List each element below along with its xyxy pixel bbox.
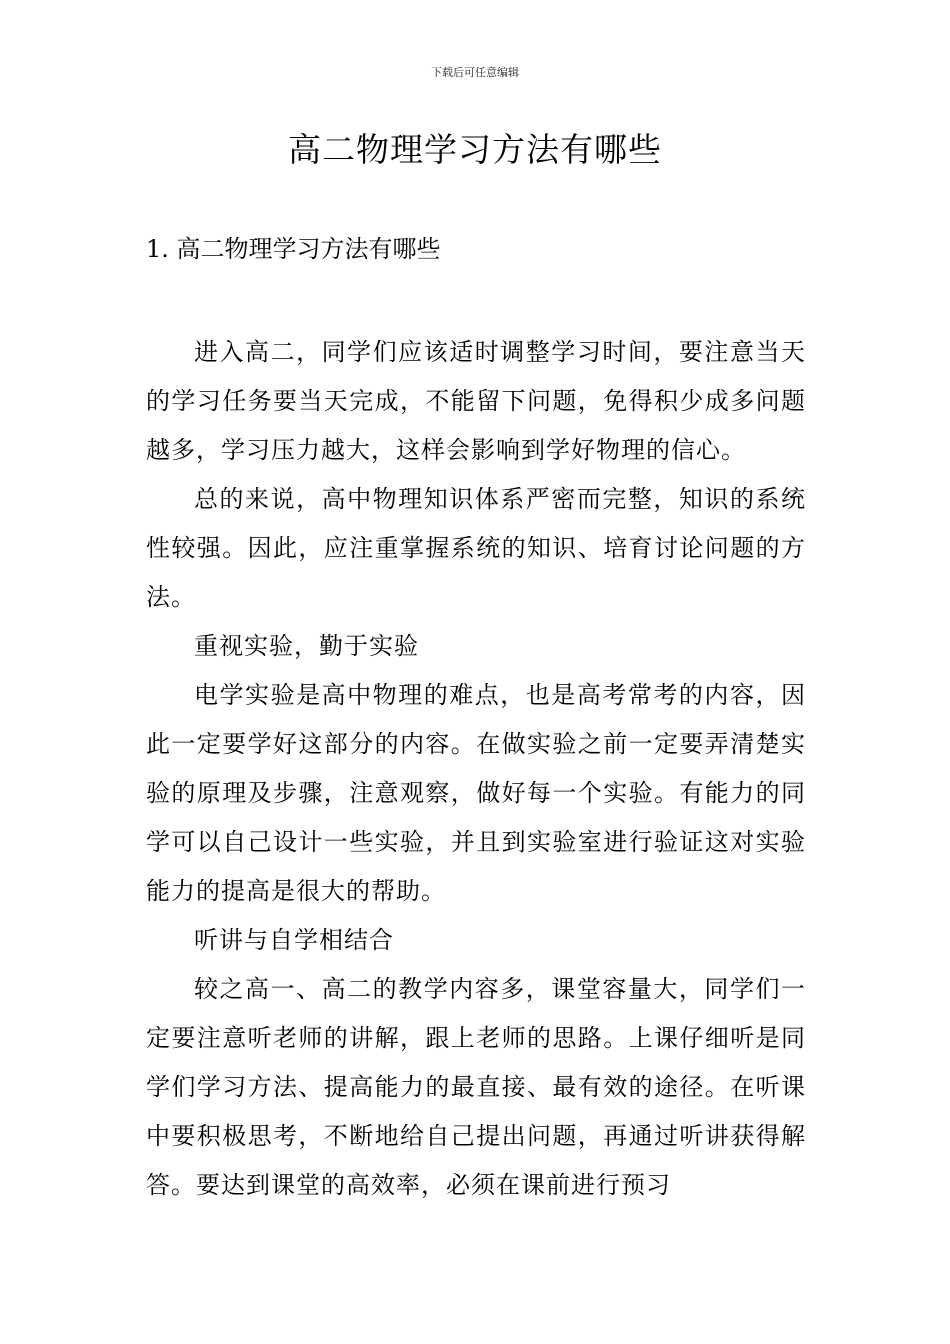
subheading-experiments: 重视实验，勤于实验 xyxy=(194,632,419,660)
header-note: 下载后可任意编辑 xyxy=(431,66,519,79)
paragraph-listening: 较之高一、高二的教学内容多，课堂容量大，同学们一定要注意听老师的讲解，跟上老师的思路。上课仔细听是同学们学习方法、提高能力的最直接、最有效的途径。在听课中要积极思考，不断地给自己提出问题，再通过听讲获得解答。要达到课堂的高效率，必须在课前进行预习 xyxy=(146,975,806,1199)
paragraph-intro: 进入高二，同学们应该适时调整学习时间，要注意当天的学习任务要当天完成，不能留下问题，免得积少成多问题越多，学习压力越大，这样会影响到学好物理的信心。 xyxy=(146,338,806,464)
paragraph-experiments: 电学实验是高中物理的难点，也是高考常考的内容，因此一定要学好这部分的内容。在做实验之前一定要弄清楚实验的原理及步骤，注意观察，做好每一个实验。有能力的同学可以自己设计一些实验，并且到实验室进行验证这对实验能力的提高是很大的帮助。 xyxy=(146,681,806,905)
section-heading: 1. 高二物理学习方法有哪些 xyxy=(146,235,441,263)
document-body xyxy=(146,328,806,1210)
document-title: 高二物理学习方法有哪些 xyxy=(288,130,662,169)
subheading-listening: 听讲与自学相结合 xyxy=(194,926,394,954)
paragraph-overview: 总的来说，高中物理知识体系严密而完整，知识的系统性较强。因此，应注重掌握系统的知识、培育讨论问题的方法。 xyxy=(146,485,806,611)
